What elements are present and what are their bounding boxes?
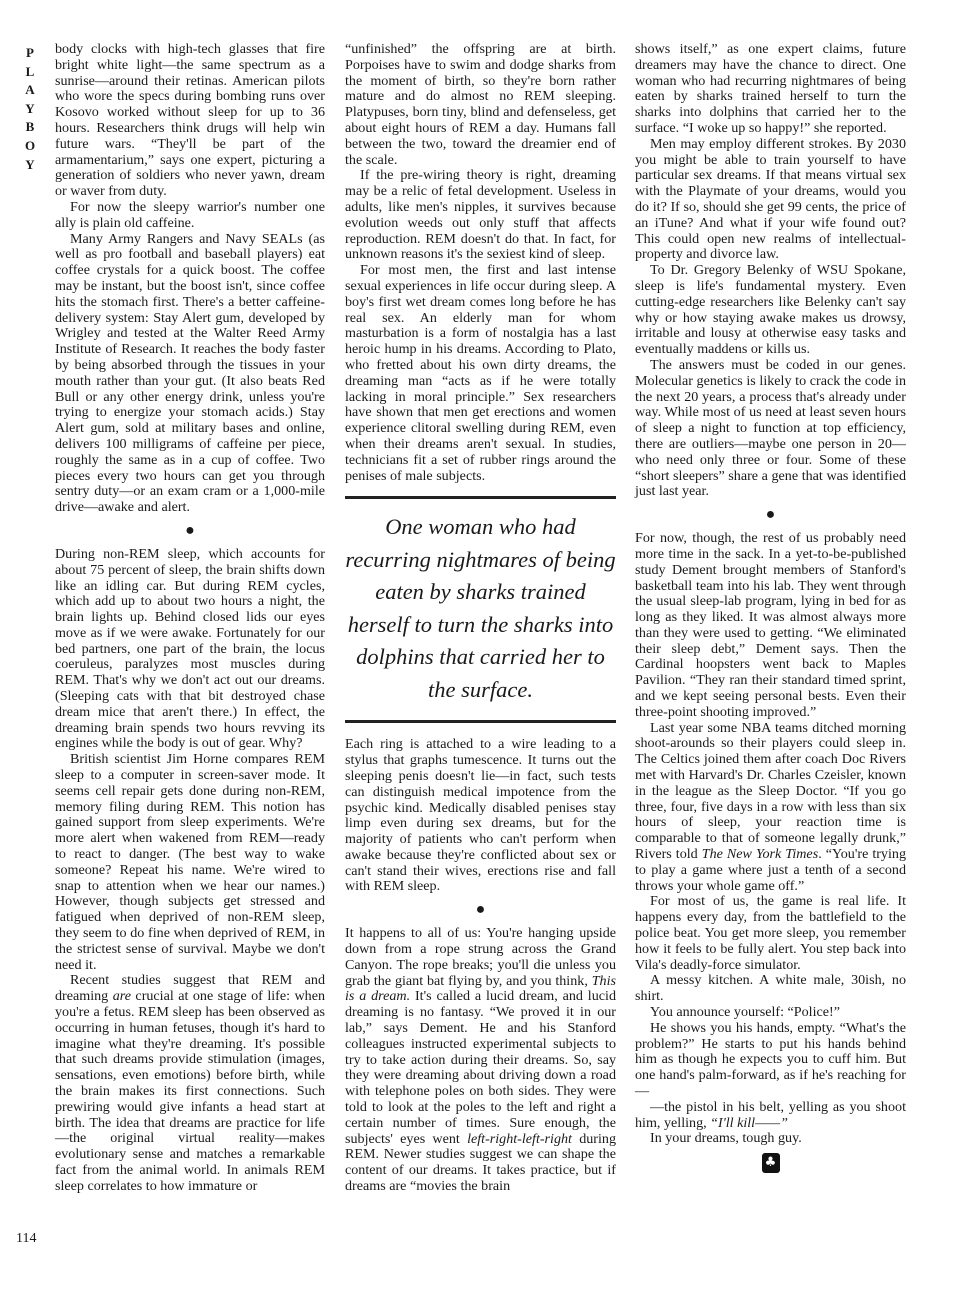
paragraph: You announce yourself: “Police!”: [650, 1004, 840, 1021]
pull-quote: One woman who had recurring nightmares of being eaten by sharks trained herself to turn the sharks into dolphins that carried her to the surface.: [345, 496, 616, 723]
paragraph: For most of us, the game is real life. It happens every day, from the battlefield to the police beat. You get more sleep, you remember how it feels to be fully alert. You step back into Vila's deadly-force simulator.: [635, 893, 906, 973]
text-run: Last year some NBA teams ditched morning shoot-arounds so their players could sleep in. The Celtics joined them after coach Doc Rivers met with Harvard's Dr. Charles Czeisler, known in the league as the Sleep Doctor. “If you go three, four, five days in a row with less than six hours of sleep, your reaction time is comparable to that of someone legally drunk,” Rivers told: [635, 719, 906, 863]
paragraph: For now the sleepy warrior's number one ally is plain old caffeine.: [55, 198, 325, 231]
masthead-letter: Y: [25, 156, 35, 172]
section-break-bullet: ●: [185, 521, 195, 539]
text-column-2: [345, 42, 616, 1195]
emphasis: This is a dream.: [345, 972, 616, 1005]
masthead-letter: B: [25, 119, 35, 135]
section-break-bullet: ●: [475, 901, 486, 919]
text-run: —the pistol in his belt, yelling as you shoot him, yelling,: [635, 1098, 906, 1131]
magazine-masthead: [20, 44, 40, 174]
paragraph: Men may employ different strokes. By 2030 you might be able to train yourself to have particular sex dreams. If that means virtual sex with the Playmate of your dreams, would you do it? If so, should she get 99 cents, the price of an iTune? And what if your wife found out? This could open new realms of intellectual-property and divorce law.: [635, 135, 906, 263]
masthead-letter: O: [24, 137, 36, 153]
page-number: 114: [16, 1231, 37, 1246]
paragraph: Many Army Rangers and Navy SEALs (as well as pro football and baseball players) eat coffee crystals for a quick boost. The coffee may be instant, but the boost isn't, since coffee hits the stomach first. There's a better caffeine-delivery system: Stay Alert gum, developed by Wrigley and tested at the Walter Reed Army Institute of Research. It reaches the body faster by being absorbed through the tissues in your mouth rather than your gut. (It also beats Red Bull or any other energy drink, unless you're trying to energize your stomach acids.) Stay Alert gum, sold at military bases and online, delivers 100 milligrams of caffeine per piece, roughly the same as in a cup of coffee. Two pieces every two hours can get you through sentry duty—or an exam cram or a 1,000-mile drive—awake and alert.: [55, 230, 325, 516]
paragraph: Each ring is attached to a wire leading to a stylus that graphs tumescence. It turns out the sleeping penis doesn't lie—in fact, such tests can distinguish medical impotence from the psychic kind. Medically disabled penises stay limp even during sex dreams, but for the majority of patients who can't perform when awake because they're conflicted about sex or can't stand their wives, erections rise and fall with REM sleep.: [345, 736, 616, 895]
paragraph: In your dreams, tough guy.: [650, 1130, 802, 1147]
paragraph: [635, 1100, 906, 1132]
text-run: . “You're trying to play a game where just a tenth of a second throws your whole game off.”: [635, 846, 906, 894]
paragraph: body clocks with high-tech glasses that fire bright white light—the same spectrum as a sunrise—around their retinas. American pilots who wore the specs during bombing runs over Kosovo worked without sleep for up to 36 hours. Researchers think drugs will help win future wars. “They'll be part of the armamentarium,” says one expert, picturing a generation of soldiers who never yawn, dream or waver from duty.: [55, 41, 325, 200]
masthead-letter: Y: [25, 100, 35, 116]
text-run: It's called a lucid dream, and lucid dreaming is no fantasy. “We proved it in our lab,” says Dement. He and his Stanford colleagues instructed experimental subjects to try to take action during their dreams. So, say they were dreaming about driving down a road with telephone poles on both sides. They were told to look at the poles to the left and right a certain number of times. Sure enough, the subjects' eyes went: [345, 988, 616, 1147]
text-run: It happens to all of us: You're hanging upside down from a rope strung across the Grand Canyon. The rope breaks; you'll die unless you grab the giant bat flying by, and you think,: [345, 925, 616, 989]
paragraph: To Dr. Gregory Belenky of WSU Spokane, sleep is life's fundamental mystery. Even cutting-edge researchers like Belenky can't say why or how staying awake makes us drowsy, irritable and lousy at otherwise easy tasks and eventually maddens or kills us.: [635, 262, 906, 358]
paragraph: A messy kitchen. A white male, 30ish, no shirt.: [635, 972, 906, 1005]
section-break-bullet: ●: [765, 506, 776, 524]
paragraph: [635, 721, 906, 895]
text-run: crucial at one stage of life: when you're a fetus. REM sleep has been observed as occurring in human fetuses, though it's hard to imagine what they're dreaming. It's possible that such dreams provide stimulation (images, sensations, even emotions) before birth, while the brain makes its first connections. Such prewiring would give infants a head start at birth. The idea that dreams are practice for life—the original virtual reality—makes evolutionary sense and matches a remarkable fact from the animal world. In animals REM sleep correlates to how immature or: [55, 988, 326, 1194]
text-column-3: [635, 42, 906, 1173]
masthead-letter: L: [25, 63, 35, 79]
paragraph: shows itself,” as one expert claims, future dreamers may have the chance to direct. One woman who had recurring nightmares of being eaten by sharks trained herself to turn the sharks into dolphins that carried her to the surface. “I woke up so happy!” she reported.: [635, 41, 906, 136]
paragraph: [345, 926, 616, 1195]
text-run: during REM. Newer studies suggest we can shape the content of our dreams. It takes practice, but if dreams are “movies the brain: [345, 1130, 616, 1195]
paragraph: He shows you his hands, empty. “What's the problem?” He starts to put his hands behind him as though he expects you to cuff him. But one hand's palm-forward, as if he's reaching for—: [635, 1019, 906, 1099]
emphasis: The New York Times: [701, 846, 819, 863]
paragraph: British scientist Jim Horne compares REM sleep to a computer in screen-saver mode. It seems cell repair gets done during non-REM, memory filing during REM. This notion has gained support from sleep experiments. We're more alert when wakened from REM—ready to react to danger. (The best way to wake someone? Repeat his name. We're wired to snap to attention when we hear our names.) However, though subjects get stressed and fatigued when deprived of non-REM sleep, they seem to do fine when deprived of REM, in the strictest sense of survival. Maybe we don't need it.: [55, 751, 325, 973]
rabbit-logo-endmark-icon: ♣: [762, 1153, 780, 1173]
paragraph: The answers must be coded in our genes. Molecular genetics is likely to crack the code in the next 20 years, a process that's already under way. While most of us need at least seven hours of sleep a night to function at top efficiency, there are outliers—maybe one person in 20—who need only three or four. Some of these “short sleepers” share a gene that was identified just last year.: [635, 356, 906, 500]
paragraph: If the pre-wiring theory is right, dreaming may be a relic of fetal development. Useless in adults, like men's nipples, it survives because evolution weeds out only stuff that affects reproduction. REM doesn't do that. In fact, for unknown reasons it's the sexiest kind of sleep.: [345, 167, 616, 263]
masthead-letter: A: [25, 82, 35, 98]
paragraph: [55, 973, 325, 1194]
masthead-letter: P: [26, 45, 34, 60]
text-run: Recent studies suggest that REM and dreaming: [55, 972, 325, 1005]
paragraph: For now, though, the rest of us probably need more time in the sack. In a yet-to-be-published study Dement brought members of Stanford's basketball team into his lab. They went through the usual sleep-lab program, lying in bed for as long as they liked. It was almost always more than they were used to getting. “We eliminated their sleep debt,” Dement says. Then the Cardinal hoopsters went back to Maples Pavilion. “They ran their standard timed sprint, and we kept seeing personal bests. Even their three-point shooting improved.”: [635, 530, 906, 720]
paragraph: For most men, the first and last intense sexual experiences in life occur during sleep. A boy's first wet dream comes long before he has real sex. An elderly man for whom masturbation is a form of nostalgia has a last heroic hump in his dreams. According to Plato, who fretted about his own dirty dreams, the dreaming man “acts as if he were totally lacking in moral principle.” Sex researchers have shown that men get erections and women experience clitoral swelling during REM, even when their dreams aren't sexual. In studies, technicians fit a set of rubber rings around the penises of male subjects.: [345, 262, 616, 484]
emphasis: left-right-left-right: [467, 1130, 572, 1147]
paragraph: “unfinished” the offspring are at birth. Porpoises have to swim and dodge sharks from the moment of birth, so they're born rather mature and do almost no REM sleeping. Platypuses, born tiny, blind and defenseless, get about eight hours of REM a day. Humans fall between the two, toward the dreamier end of the scale.: [345, 41, 616, 168]
emphasis: are: [112, 988, 131, 1005]
paragraph: During non-REM sleep, which accounts for about 75 percent of sleep, the brain shifts down like an idling car. But during REM cycles, which add up to about two hours a night, the brain lights up. Behind closed lids our eyes move as if we were awake. Fortunately for our bed partners, one part of the brain, the locus coeruleus, paralyzes most muscles during REM. That's why we don't act out our dreams. (Sleeping cats with that bit destroyed chase dream mice that aren't there.) In effect, the dreaming brain spends two hours revving its engines while the body is out of gear. Why?: [55, 545, 325, 752]
emphasis: “I'll kill——”: [710, 1114, 788, 1131]
text-column-1: [55, 42, 325, 1195]
